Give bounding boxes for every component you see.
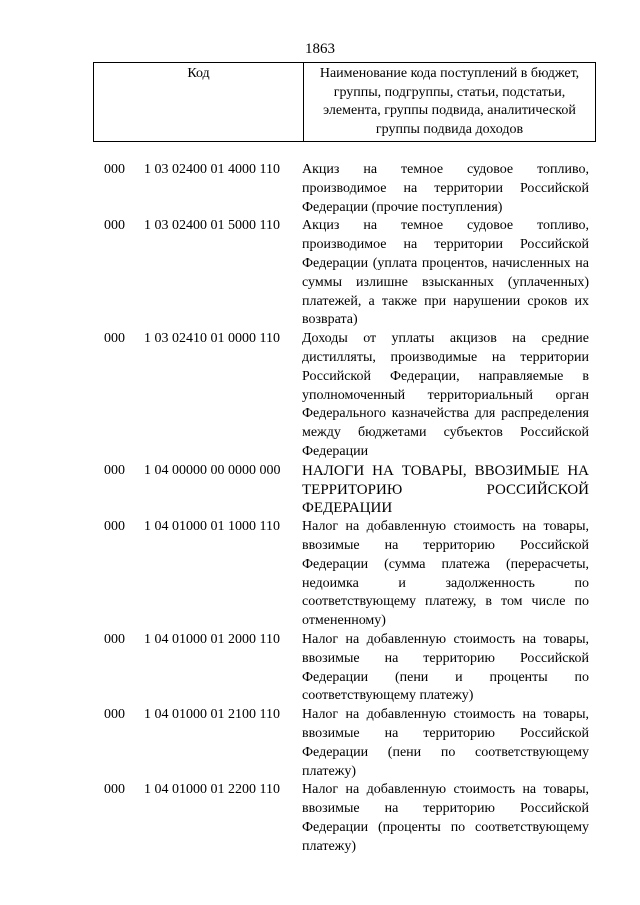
income-code: 1 04 01000 01 1000 110 [144, 519, 280, 535]
income-code: 1 04 01000 01 2200 110 [144, 782, 280, 798]
admin-code: 000 [104, 162, 125, 177]
income-code: 1 04 00000 00 0000 000 [144, 462, 281, 478]
admin-code: 000 [104, 462, 125, 478]
admin-code: 000 [104, 519, 125, 535]
income-code: 1 03 02410 01 0000 110 [144, 331, 280, 347]
admin-code: 000 [104, 782, 125, 798]
header-code-label: Код [94, 63, 304, 141]
income-code: 1 04 01000 01 2100 110 [144, 707, 280, 723]
admin-code: 000 [104, 707, 125, 723]
income-codes-list [0, 161, 640, 856]
income-description: Акциз на темное судовое топливо, производимое на территории Российской Федерации (прочие поступления) [302, 162, 589, 215]
table-row [0, 781, 640, 856]
income-description: Акциз на темное судовое топливо, производимое на территории Российской Федерации (уплата процентов, начисленных на суммы излишне взысканных (уплаченных) платежей, а также при нарушении сроков их возврата) [302, 218, 589, 328]
table-row [0, 161, 640, 217]
income-description: Налог на добавленную стоимость на товары, ввозимые на территорию Российской Федерации (сумма платежа (перерасчеты, недоимка и задолженность по соответствующему платежу, в том числе по отмененному) [302, 519, 589, 629]
table-row [0, 631, 640, 706]
admin-code: 000 [104, 331, 125, 347]
table-row [0, 330, 640, 462]
table-row [0, 217, 640, 330]
income-description: Налог на добавленную стоимость на товары, ввозимые на территорию Российской Федерации (проценты по соответствующему платежу) [302, 782, 589, 854]
income-code: 1 03 02400 01 5000 110 [144, 218, 280, 234]
table-row [0, 518, 640, 631]
table-header [93, 62, 596, 142]
admin-code: 000 [104, 631, 125, 647]
income-code: 1 04 01000 01 2000 110 [144, 631, 280, 647]
income-description: Доходы от уплаты акцизов на средние дистилляты, производимые на территории Российской Федерации, направляемые в уполномоченный территориальный орган Федерального казначейства для распределения между бюджетами субъектов Российской Федерации [302, 331, 589, 459]
income-description: Налог на добавленную стоимость на товары, ввозимые на территорию Российской Федерации (пени и проценты по соответствующему платежу) [302, 631, 589, 704]
table-row [0, 462, 640, 518]
admin-code: 000 [104, 218, 125, 234]
income-description: НАЛОГИ НА ТОВАРЫ, ВВОЗИМЫЕ НА ТЕРРИТОРИЮ РОССИЙСКОЙ ФЕДЕРАЦИИ [302, 462, 589, 517]
page-number: 1863 [305, 41, 335, 57]
income-description: Налог на добавленную стоимость на товары, ввозимые на территорию Российской Федерации (пени по соответствующему платежу) [302, 707, 589, 779]
income-code: 1 03 02400 01 4000 110 [144, 162, 280, 177]
table-row [0, 706, 640, 781]
header-name-label: Наименование кода поступлений в бюджет, группы, подгруппы, статьи, подстатьи, элемента, группы подвида, аналитической группы подвида доходов [319, 66, 580, 137]
